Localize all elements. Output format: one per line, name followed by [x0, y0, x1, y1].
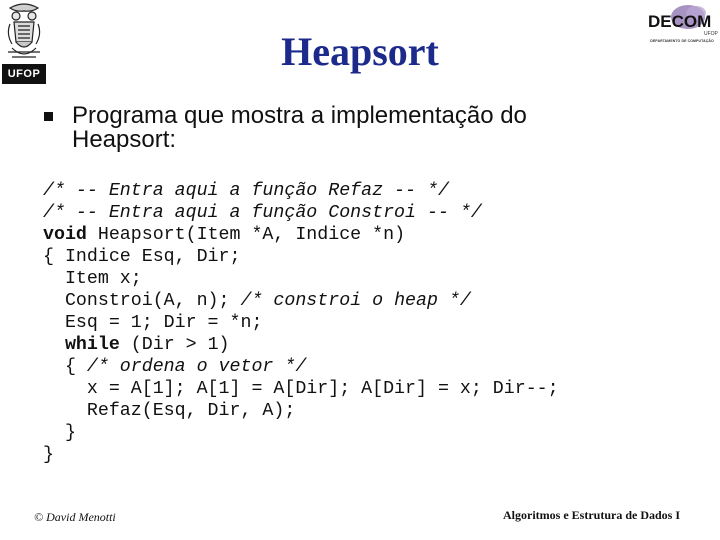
code-text: x = A[1]; A[1] = A[Dir]; A[Dir] = x; Dir--; — [43, 379, 559, 399]
code-text: Esq = 1; Dir = *n; — [43, 313, 263, 333]
code-text: Item x; — [43, 269, 142, 289]
code-text: } — [43, 445, 54, 465]
code-line — [43, 444, 559, 466]
footer-author: © David Menotti — [34, 510, 116, 524]
code-line — [43, 378, 559, 400]
code-text: { Indice Esq, Dir; — [43, 247, 241, 267]
code-text: Refaz(Esq, Dir, A); — [43, 401, 296, 421]
code-line — [43, 224, 559, 246]
code-keyword: while — [64, 335, 120, 355]
code-text: Constroi(A, n); — [43, 291, 241, 311]
bullet-text: Programa que mostra a implementação do Heapsort: — [72, 102, 527, 153]
code-block — [43, 180, 559, 466]
code-line — [43, 312, 559, 334]
code-line — [43, 334, 559, 356]
decom-logo-subtext: UFOP — [704, 31, 718, 37]
code-text: } — [43, 423, 76, 443]
code-comment: /* -- Entra aqui a função Constroi -- */ — [43, 203, 482, 223]
code-comment: /* -- Entra aqui a função Refaz -- */ — [43, 181, 449, 201]
code-keyword: void — [43, 225, 87, 245]
code-line — [43, 400, 559, 422]
code-line — [43, 246, 559, 268]
code-text: { — [43, 357, 87, 377]
code-comment: /* ordena o vetor */ — [86, 357, 307, 377]
decom-caption: DEPARTAMENTO DE COMPUTAÇÃO — [650, 39, 714, 43]
decom-logo-text: DECOM — [648, 12, 712, 31]
code-text: (Dir > 1) — [119, 335, 230, 355]
code-line — [43, 180, 559, 202]
code-text — [43, 335, 65, 355]
ufop-logo-label: UFOP — [2, 64, 46, 84]
slide-title: Heapsort — [281, 29, 439, 74]
footer-course: Algoritmos e Estrutura de Dados I — [503, 508, 680, 522]
code-text: Heapsort(Item *A, Indice *n) — [86, 225, 406, 245]
code-line — [43, 356, 559, 378]
code-line — [43, 422, 559, 444]
square-bullet-icon — [44, 112, 53, 121]
code-line — [43, 202, 559, 224]
code-line — [43, 290, 559, 312]
code-comment: /* constroi o heap */ — [240, 291, 471, 311]
code-line — [43, 268, 559, 290]
